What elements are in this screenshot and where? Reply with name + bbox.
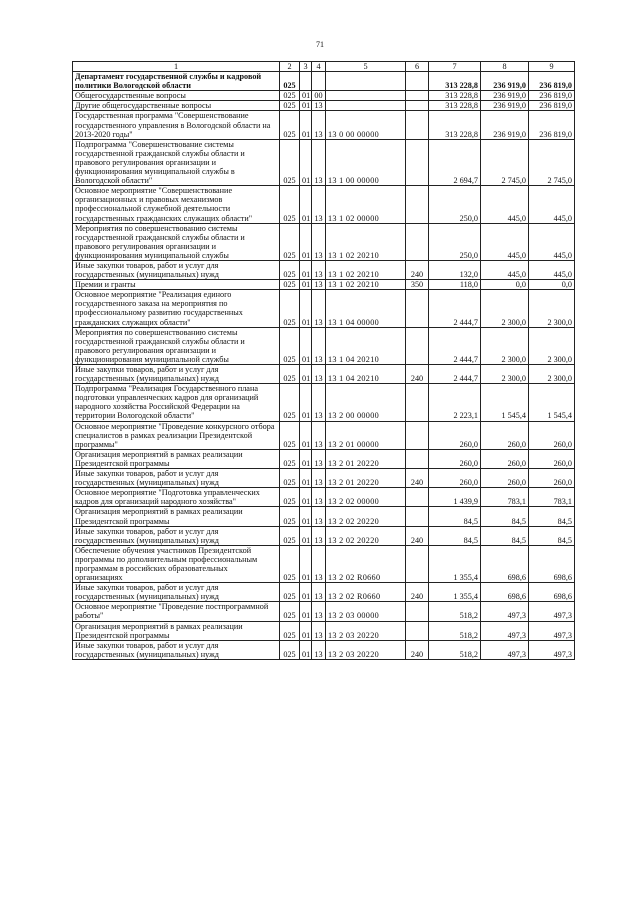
header-cell: 7 (429, 62, 481, 72)
expense-type-cell (406, 421, 429, 449)
amount-cell-col7: 2 444,7 (429, 365, 481, 384)
grbs-cell: 025 (280, 384, 300, 421)
amount-cell-col7: 518,2 (429, 602, 481, 621)
amount-cell-col7: 313 228,8 (429, 72, 481, 91)
amount-cell-col8: 236 919,0 (481, 72, 529, 91)
subsection-cell: 13 (312, 507, 326, 526)
expense-type-cell (406, 223, 429, 260)
grbs-cell: 025 (280, 223, 300, 260)
target-article-cell: 13 1 04 20210 (326, 327, 406, 364)
amount-cell-col7: 2 444,7 (429, 290, 481, 327)
grbs-cell: 025 (280, 583, 300, 602)
table-row (73, 139, 575, 185)
header-row (73, 62, 575, 72)
row-name-cell: Иные закупки товаров, работ и услуг для государственных (муниципальных) нужд (73, 260, 280, 279)
amount-cell-col7: 2 223,1 (429, 384, 481, 421)
table-row (73, 545, 575, 582)
target-article-cell: 13 2 00 00000 (326, 384, 406, 421)
subsection-cell: 13 (312, 545, 326, 582)
target-article-cell: 13 2 01 20220 (326, 469, 406, 488)
grbs-cell: 025 (280, 260, 300, 279)
amount-cell-col7: 313 228,8 (429, 101, 481, 111)
table-row (73, 223, 575, 260)
table-row (73, 260, 575, 279)
grbs-cell: 025 (280, 280, 300, 290)
amount-cell-col8: 236 919,0 (481, 111, 529, 139)
table-row (73, 640, 575, 659)
subsection-cell: 13 (312, 223, 326, 260)
header-cell: 8 (481, 62, 529, 72)
amount-cell-col7: 2 694,7 (429, 139, 481, 185)
grbs-cell: 025 (280, 526, 300, 545)
header-cell: 5 (326, 62, 406, 72)
grbs-cell: 025 (280, 290, 300, 327)
row-name-cell: Иные закупки товаров, работ и услуг для государственных (муниципальных) нужд (73, 469, 280, 488)
amount-cell-col8: 783,1 (481, 488, 529, 507)
subsection-cell: 13 (312, 365, 326, 384)
section-cell: 01 (300, 365, 312, 384)
target-article-cell: 13 1 02 20210 (326, 223, 406, 260)
subsection-cell: 13 (312, 139, 326, 185)
table-row (73, 384, 575, 421)
target-article-cell: 13 2 02 R0660 (326, 545, 406, 582)
table-row (73, 583, 575, 602)
expense-type-cell (406, 72, 429, 91)
amount-cell-col7: 250,0 (429, 223, 481, 260)
amount-cell-col8: 2 300,0 (481, 290, 529, 327)
amount-cell-col8: 497,3 (481, 602, 529, 621)
table-row (73, 488, 575, 507)
section-cell: 01 (300, 101, 312, 111)
table-row (73, 526, 575, 545)
amount-cell-col8: 445,0 (481, 186, 529, 223)
amount-cell-col9: 236 819,0 (529, 111, 575, 139)
section-cell: 01 (300, 91, 312, 101)
expense-type-cell (406, 139, 429, 185)
amount-cell-col7: 118,0 (429, 280, 481, 290)
amount-cell-col8: 497,3 (481, 640, 529, 659)
amount-cell-col9: 236 819,0 (529, 91, 575, 101)
target-article-cell: 13 2 02 20220 (326, 526, 406, 545)
table-row (73, 280, 575, 290)
amount-cell-col9: 260,0 (529, 421, 575, 449)
grbs-cell: 025 (280, 111, 300, 139)
amount-cell-col9: 783,1 (529, 488, 575, 507)
section-cell: 01 (300, 621, 312, 640)
subsection-cell: 13 (312, 421, 326, 449)
amount-cell-col7: 250,0 (429, 186, 481, 223)
amount-cell-col7: 518,2 (429, 640, 481, 659)
subsection-cell: 13 (312, 327, 326, 364)
subsection-cell: 13 (312, 449, 326, 468)
section-cell: 01 (300, 290, 312, 327)
row-name-cell: Иные закупки товаров, работ и услуг для государственных (муниципальных) нужд (73, 365, 280, 384)
grbs-cell: 025 (280, 101, 300, 111)
target-article-cell (326, 91, 406, 101)
subsection-cell: 13 (312, 621, 326, 640)
grbs-cell: 025 (280, 545, 300, 582)
amount-cell-col7: 313 228,8 (429, 111, 481, 139)
amount-cell-col8: 84,5 (481, 507, 529, 526)
table-row (73, 72, 575, 91)
subsection-cell: 13 (312, 526, 326, 545)
grbs-cell: 025 (280, 469, 300, 488)
subsection-cell: 00 (312, 91, 326, 101)
amount-cell-col9: 1 545,4 (529, 384, 575, 421)
row-name-cell: Основное мероприятие "Совершенствование организационных и правовых механизмов профессиональной служебной деятельности государственных гражданских служащих области" (73, 186, 280, 223)
table-row (73, 101, 575, 111)
amount-cell-col8: 84,5 (481, 526, 529, 545)
amount-cell-col7: 260,0 (429, 421, 481, 449)
target-article-cell (326, 72, 406, 91)
target-article-cell: 13 1 00 00000 (326, 139, 406, 185)
section-cell: 01 (300, 260, 312, 279)
expense-type-cell: 240 (406, 260, 429, 279)
header-cell: 6 (406, 62, 429, 72)
amount-cell-col7: 1 439,9 (429, 488, 481, 507)
amount-cell-col8: 445,0 (481, 260, 529, 279)
section-cell: 01 (300, 449, 312, 468)
amount-cell-col9: 236 819,0 (529, 101, 575, 111)
expense-type-cell: 240 (406, 469, 429, 488)
expense-type-cell: 350 (406, 280, 429, 290)
amount-cell-col9: 2 300,0 (529, 327, 575, 364)
amount-cell-col7: 518,2 (429, 621, 481, 640)
grbs-cell: 025 (280, 365, 300, 384)
row-name-cell: Подпрограмма "Совершенствование системы государственной гражданской службы области и правового регулирования организации и функционирования муниципальной службы в Вологодской области" (73, 139, 280, 185)
amount-cell-col9: 84,5 (529, 507, 575, 526)
expense-type-cell (406, 327, 429, 364)
amount-cell-col7: 84,5 (429, 526, 481, 545)
amount-cell-col8: 236 919,0 (481, 101, 529, 111)
expense-type-cell (406, 290, 429, 327)
target-article-cell: 13 2 02 20220 (326, 507, 406, 526)
row-name-cell: Обеспечение обучения участников Президентской программы по дополнительным профессиональным программам в российских образовательных организациях (73, 545, 280, 582)
target-article-cell: 13 2 01 00000 (326, 421, 406, 449)
subsection-cell: 13 (312, 602, 326, 621)
amount-cell-col8: 260,0 (481, 449, 529, 468)
subsection-cell: 13 (312, 583, 326, 602)
amount-cell-col9: 2 300,0 (529, 290, 575, 327)
section-cell: 01 (300, 111, 312, 139)
target-article-cell: 13 1 04 20210 (326, 365, 406, 384)
expense-type-cell: 240 (406, 526, 429, 545)
subsection-cell: 13 (312, 186, 326, 223)
target-article-cell: 13 1 02 00000 (326, 186, 406, 223)
target-article-cell: 13 2 02 R0660 (326, 583, 406, 602)
amount-cell-col9: 2 300,0 (529, 365, 575, 384)
target-article-cell: 13 2 03 20220 (326, 621, 406, 640)
grbs-cell: 025 (280, 327, 300, 364)
amount-cell-col9: 260,0 (529, 469, 575, 488)
table-row (73, 290, 575, 327)
amount-cell-col8: 0,0 (481, 280, 529, 290)
subsection-cell: 13 (312, 101, 326, 111)
expense-type-cell (406, 101, 429, 111)
table-row (73, 111, 575, 139)
grbs-cell: 025 (280, 186, 300, 223)
budget-table (72, 61, 575, 660)
subsection-cell: 13 (312, 469, 326, 488)
amount-cell-col8: 445,0 (481, 223, 529, 260)
amount-cell-col7: 260,0 (429, 469, 481, 488)
section-cell: 01 (300, 583, 312, 602)
amount-cell-col7: 132,0 (429, 260, 481, 279)
amount-cell-col9: 497,3 (529, 621, 575, 640)
amount-cell-col9: 2 745,0 (529, 139, 575, 185)
amount-cell-col7: 1 355,4 (429, 545, 481, 582)
section-cell: 01 (300, 280, 312, 290)
expense-type-cell (406, 602, 429, 621)
amount-cell-col9: 698,6 (529, 545, 575, 582)
row-name-cell: Основное мероприятие "Подготовка управленческих кадров для организаций народного хозяйства" (73, 488, 280, 507)
grbs-cell: 025 (280, 72, 300, 91)
section-cell: 01 (300, 327, 312, 364)
section-cell: 01 (300, 640, 312, 659)
grbs-cell: 025 (280, 91, 300, 101)
amount-cell-col8: 698,6 (481, 583, 529, 602)
grbs-cell: 025 (280, 488, 300, 507)
row-name-cell: Иные закупки товаров, работ и услуг для государственных (муниципальных) нужд (73, 640, 280, 659)
row-name-cell: Основное мероприятие "Реализация единого государственного заказа на мероприятия по профессиональному развитию государственных гражданских служащих области" (73, 290, 280, 327)
table-row (73, 91, 575, 101)
expense-type-cell: 240 (406, 365, 429, 384)
expense-type-cell (406, 111, 429, 139)
row-name-cell: Премии и гранты (73, 280, 280, 290)
amount-cell-col7: 313 228,8 (429, 91, 481, 101)
amount-cell-col7: 2 444,7 (429, 327, 481, 364)
grbs-cell: 025 (280, 449, 300, 468)
expense-type-cell (406, 488, 429, 507)
header-cell: 1 (73, 62, 280, 72)
target-article-cell: 13 2 03 00000 (326, 602, 406, 621)
target-article-cell: 13 2 03 20220 (326, 640, 406, 659)
expense-type-cell (406, 507, 429, 526)
amount-cell-col9: 236 819,0 (529, 72, 575, 91)
expense-type-cell (406, 186, 429, 223)
table-row (73, 621, 575, 640)
subsection-cell: 13 (312, 488, 326, 507)
section-cell (300, 72, 312, 91)
row-name-cell: Мероприятия по совершенствованию системы государственной гражданской службы области и правового регулирования организации и функционирования муниципальной службы (73, 327, 280, 364)
target-article-cell: 13 1 02 20210 (326, 280, 406, 290)
row-name-cell: Организация мероприятий в рамках реализации Президентской программы (73, 621, 280, 640)
target-article-cell: 13 2 01 20220 (326, 449, 406, 468)
section-cell: 01 (300, 507, 312, 526)
row-name-cell: Основное мероприятие "Проведение постпрограммной работы" (73, 602, 280, 621)
grbs-cell: 025 (280, 640, 300, 659)
amount-cell-col8: 236 919,0 (481, 91, 529, 101)
subsection-cell: 13 (312, 290, 326, 327)
amount-cell-col7: 1 355,4 (429, 583, 481, 602)
grbs-cell: 025 (280, 139, 300, 185)
amount-cell-col8: 260,0 (481, 421, 529, 449)
table-row (73, 421, 575, 449)
table-row (73, 365, 575, 384)
subsection-cell: 13 (312, 111, 326, 139)
amount-cell-col9: 445,0 (529, 186, 575, 223)
expense-type-cell: 240 (406, 640, 429, 659)
amount-cell-col8: 2 300,0 (481, 365, 529, 384)
grbs-cell: 025 (280, 421, 300, 449)
target-article-cell: 13 1 04 00000 (326, 290, 406, 327)
expense-type-cell (406, 545, 429, 582)
amount-cell-col8: 698,6 (481, 545, 529, 582)
amount-cell-col9: 445,0 (529, 223, 575, 260)
row-name-cell: Другие общегосударственные вопросы (73, 101, 280, 111)
header-cell: 4 (312, 62, 326, 72)
amount-cell-col8: 2 300,0 (481, 327, 529, 364)
subsection-cell: 13 (312, 384, 326, 421)
grbs-cell: 025 (280, 621, 300, 640)
row-name-cell: Организация мероприятий в рамках реализации Президентской программы (73, 507, 280, 526)
table-row (73, 449, 575, 468)
row-name-cell: Мероприятия по совершенствованию системы государственной гражданской службы области и правового регулирования организации и функционирования муниципальной службы (73, 223, 280, 260)
section-cell: 01 (300, 545, 312, 582)
header-cell: 9 (529, 62, 575, 72)
amount-cell-col7: 84,5 (429, 507, 481, 526)
table-row (73, 507, 575, 526)
table-row (73, 186, 575, 223)
target-article-cell: 13 1 02 20210 (326, 260, 406, 279)
row-name-cell: Основное мероприятие "Проведение конкурсного отбора специалистов в рамках реализации Президентской программы" (73, 421, 280, 449)
target-article-cell: 13 0 00 00000 (326, 111, 406, 139)
subsection-cell: 13 (312, 640, 326, 659)
section-cell: 01 (300, 384, 312, 421)
expense-type-cell: 240 (406, 583, 429, 602)
row-name-cell: Государственная программа "Совершенствование государственного управления в Вологодской области на 2013-2020 годы" (73, 111, 280, 139)
row-name-cell: Иные закупки товаров, работ и услуг для государственных (муниципальных) нужд (73, 526, 280, 545)
amount-cell-col9: 84,5 (529, 526, 575, 545)
target-article-cell: 13 2 02 00000 (326, 488, 406, 507)
subsection-cell: 13 (312, 260, 326, 279)
subsection-cell: 13 (312, 280, 326, 290)
amount-cell-col8: 2 745,0 (481, 139, 529, 185)
section-cell: 01 (300, 469, 312, 488)
grbs-cell: 025 (280, 507, 300, 526)
expense-type-cell (406, 384, 429, 421)
table-body (73, 62, 575, 660)
expense-type-cell (406, 91, 429, 101)
amount-cell-col9: 497,3 (529, 640, 575, 659)
amount-cell-col8: 497,3 (481, 621, 529, 640)
section-cell: 01 (300, 139, 312, 185)
expense-type-cell (406, 621, 429, 640)
row-name-cell: Департамент государственной службы и кадровой политики Вологодской области (73, 72, 280, 91)
table-row (73, 469, 575, 488)
section-cell: 01 (300, 186, 312, 223)
section-cell: 01 (300, 526, 312, 545)
amount-cell-col9: 445,0 (529, 260, 575, 279)
table-row (73, 602, 575, 621)
row-name-cell: Иные закупки товаров, работ и услуг для государственных (муниципальных) нужд (73, 583, 280, 602)
amount-cell-col7: 260,0 (429, 449, 481, 468)
section-cell: 01 (300, 488, 312, 507)
table-row (73, 327, 575, 364)
amount-cell-col9: 497,3 (529, 602, 575, 621)
row-name-cell: Организация мероприятий в рамках реализации Президентской программы (73, 449, 280, 468)
amount-cell-col9: 0,0 (529, 280, 575, 290)
grbs-cell: 025 (280, 602, 300, 621)
amount-cell-col9: 698,6 (529, 583, 575, 602)
subsection-cell (312, 72, 326, 91)
header-cell: 3 (300, 62, 312, 72)
row-name-cell: Подпрограмма "Реализация Государственного плана подготовки управленческих кадров для организаций народного хозяйства Российской Федерации на территории Вологодской области" (73, 384, 280, 421)
expense-type-cell (406, 449, 429, 468)
amount-cell-col9: 260,0 (529, 449, 575, 468)
amount-cell-col8: 260,0 (481, 469, 529, 488)
page-number: 71 (316, 40, 324, 49)
amount-cell-col8: 1 545,4 (481, 384, 529, 421)
header-cell: 2 (280, 62, 300, 72)
target-article-cell (326, 101, 406, 111)
section-cell: 01 (300, 421, 312, 449)
row-name-cell: Общегосударственные вопросы (73, 91, 280, 101)
section-cell: 01 (300, 602, 312, 621)
section-cell: 01 (300, 223, 312, 260)
